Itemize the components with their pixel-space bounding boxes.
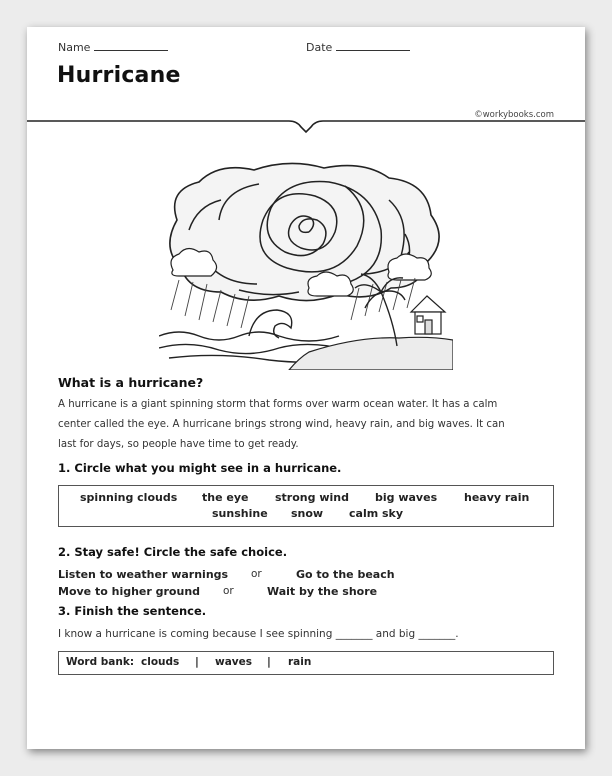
name-label: Name	[58, 41, 91, 54]
word-bank-rain[interactable]: rain	[288, 656, 312, 668]
date-blank[interactable]	[336, 41, 410, 51]
choice-wait-by-shore[interactable]: Wait by the shore	[267, 585, 378, 598]
intro-line: center called the eye. A hurricane brings strong wind, heavy rain, and big waves. It can	[58, 419, 505, 430]
intro-line: A hurricane is a giant spinning storm that forms over warm ocean water. It has a calm	[58, 399, 498, 410]
option-spinning-clouds[interactable]: spinning clouds	[80, 491, 178, 504]
worksheet-header	[27, 27, 585, 127]
or-text: or	[251, 568, 262, 580]
copyright-text: ©workybooks.com	[474, 110, 554, 120]
option-heavy-rain[interactable]: heavy rain	[464, 491, 530, 504]
option-big-waves[interactable]: big waves	[375, 491, 438, 504]
header-divider	[27, 119, 585, 135]
date-label: Date	[306, 41, 333, 54]
name-field[interactable]	[58, 41, 168, 54]
intro-line: last for days, so people have time to get ready.	[58, 439, 299, 450]
date-field[interactable]	[306, 41, 410, 54]
choice-go-to-beach[interactable]: Go to the beach	[296, 568, 395, 581]
worksheet-page	[27, 27, 585, 749]
question-3-prompt: 3. Finish the sentence.	[58, 604, 207, 618]
option-snow[interactable]: snow	[291, 507, 324, 520]
page-title: Hurricane	[57, 63, 181, 88]
choice-listen-warnings[interactable]: Listen to weather warnings	[58, 568, 229, 581]
question-2-prompt: 2. Stay safe! Circle the safe choice.	[58, 545, 288, 559]
option-calm-sky[interactable]: calm sky	[349, 507, 404, 520]
word-bank-box	[58, 651, 554, 675]
word-bank-waves[interactable]: waves	[215, 656, 253, 668]
word-bank-clouds[interactable]: clouds	[141, 656, 180, 668]
intro-heading: What is a hurricane?	[58, 375, 204, 390]
word-bank-separator: |	[195, 656, 199, 668]
question-1-prompt: 1. Circle what you might see in a hurricane.	[58, 461, 342, 475]
option-strong-wind[interactable]: strong wind	[275, 491, 349, 504]
option-sunshine[interactable]: sunshine	[212, 507, 268, 520]
hurricane-illustration-icon	[159, 160, 453, 370]
intro-paragraph	[58, 395, 558, 455]
choice-move-higher-ground[interactable]: Move to higher ground	[58, 585, 201, 598]
option-the-eye[interactable]: the eye	[202, 491, 249, 504]
question-1-options-box	[58, 485, 554, 527]
word-bank-label: Word bank:	[66, 656, 135, 668]
or-text: or	[223, 585, 234, 597]
fill-in-sentence[interactable]: I know a hurricane is coming because I see spinning _______ and big _______.	[58, 628, 459, 640]
name-blank[interactable]	[94, 41, 168, 51]
word-bank-separator: |	[267, 656, 271, 668]
